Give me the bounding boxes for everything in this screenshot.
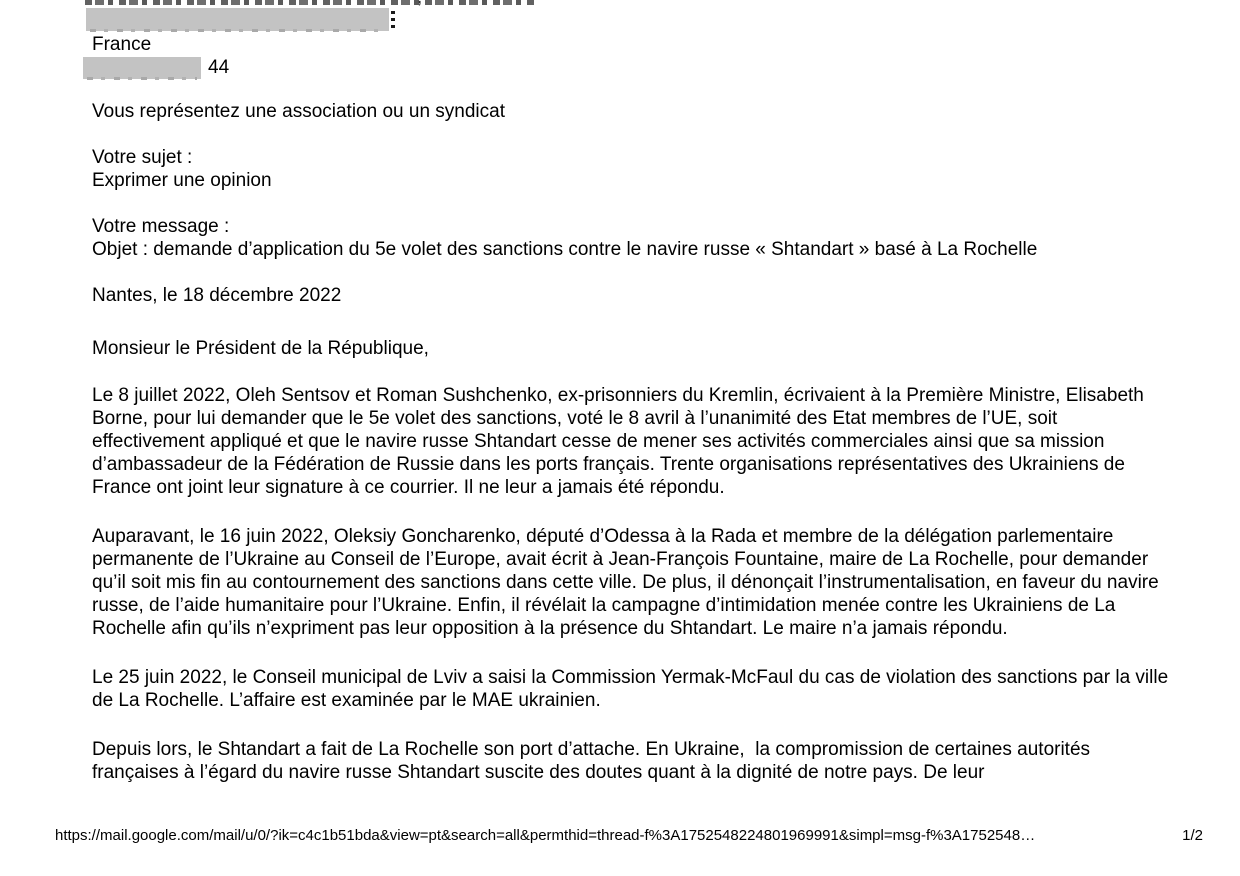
message-object-line: Objet : demande d’application du 5e volet des sanctions contre le navire russe « Shtandart » basé à La Rochelle — [92, 239, 1038, 260]
subject-label: Votre sujet : — [92, 147, 193, 168]
cropped-top-text-line — [85, 0, 537, 5]
subject-value: Exprimer une opinion — [92, 170, 272, 191]
message-label: Votre message : — [92, 216, 230, 237]
partial-glyph-after-redaction — [391, 11, 395, 28]
redaction-bar-phone — [83, 57, 201, 79]
representation-line: Vous représentez une association ou un syndicat — [92, 101, 505, 122]
print-footer — [55, 826, 1203, 845]
salutation: Monsieur le Président de la République, — [92, 338, 429, 359]
email-body — [92, 100, 1174, 784]
letter-paragraph-3: Le 25 juin 2022, le Conseil municipal de Lviv a saisi la Commission Yermak-McFaul du cas de violation des sanctions par la ville de La Rochelle. L’affaire est examinée par le MAE ukrainien. — [92, 667, 1174, 711]
letter-paragraph-2: Auparavant, le 16 juin 2022, Oleksiy Goncharenko, député d’Odessa à la Rada et membre de la délégation parlementaire permanente de l’Ukraine au Conseil de l’Europe, avait écrit à Jean-François Fountaine, maire de La Rochelle, pour demander qu’il soit mis fin au contournement des sanctions dans cette ville. De plus, il dénonçait l’instrumentalisation, en faveur du navire russe, de l’aide humanitaire pour l’Ukraine. Enfin, il révélait la campagne d’intimidation menée contre les Ukrainiens de La Rochelle afin qu’ils n’expriment pas leur opposition à la présence du Shtandart. Le maire n’a jamais répondu. — [92, 526, 1164, 639]
footer-source-url: https://mail.google.com/mail/u/0/?ik=c4c1b51bda&view=pt&search=all&permthid=thread-f%3A1752548224801969991&simpl=msg-f%3A1752548… — [55, 827, 1036, 844]
address-country: France — [92, 34, 152, 55]
address-number-fragment: 44 — [208, 57, 230, 78]
letter-paragraph-1: Le 8 juillet 2022, Oleh Sentsov et Roman Sushchenko, ex-prisonniers du Kremlin, écrivaient à la Première Ministre, Elisabeth Borne, pour lui demander que le 5e volet des sanctions, voté le 8 avril à l’unanimité des Etat membres de l’UE, soit effectivement appliqué et que le navire russe Shtandart cesse de mener ses activités commerciales ainsi que sa mission d’ambassadeur de la Fédération de Russie dans les ports français. Trente organisations représentatives des Ukrainiens de France ont joint leur signature à ce courrier. Il ne leur a jamais été répondu. — [92, 385, 1150, 498]
letter-paragraph-4: Depuis lors, le Shtandart a fait de La Rochelle son port d’attache. En Ukraine, la compromission de certaines autorités françaises à l’égard du navire russe Shtandart suscite des doutes quant à la dignité de notre pays. De leur — [92, 739, 1096, 783]
subject-block — [92, 146, 1170, 192]
cropped-line-comma-fragment — [417, 0, 422, 9]
message-block — [92, 215, 1170, 261]
redaction-bar-address — [86, 8, 389, 31]
dateline: Nantes, le 18 décembre 2022 — [92, 285, 342, 306]
footer-page-indicator: 1/2 — [1182, 827, 1203, 844]
